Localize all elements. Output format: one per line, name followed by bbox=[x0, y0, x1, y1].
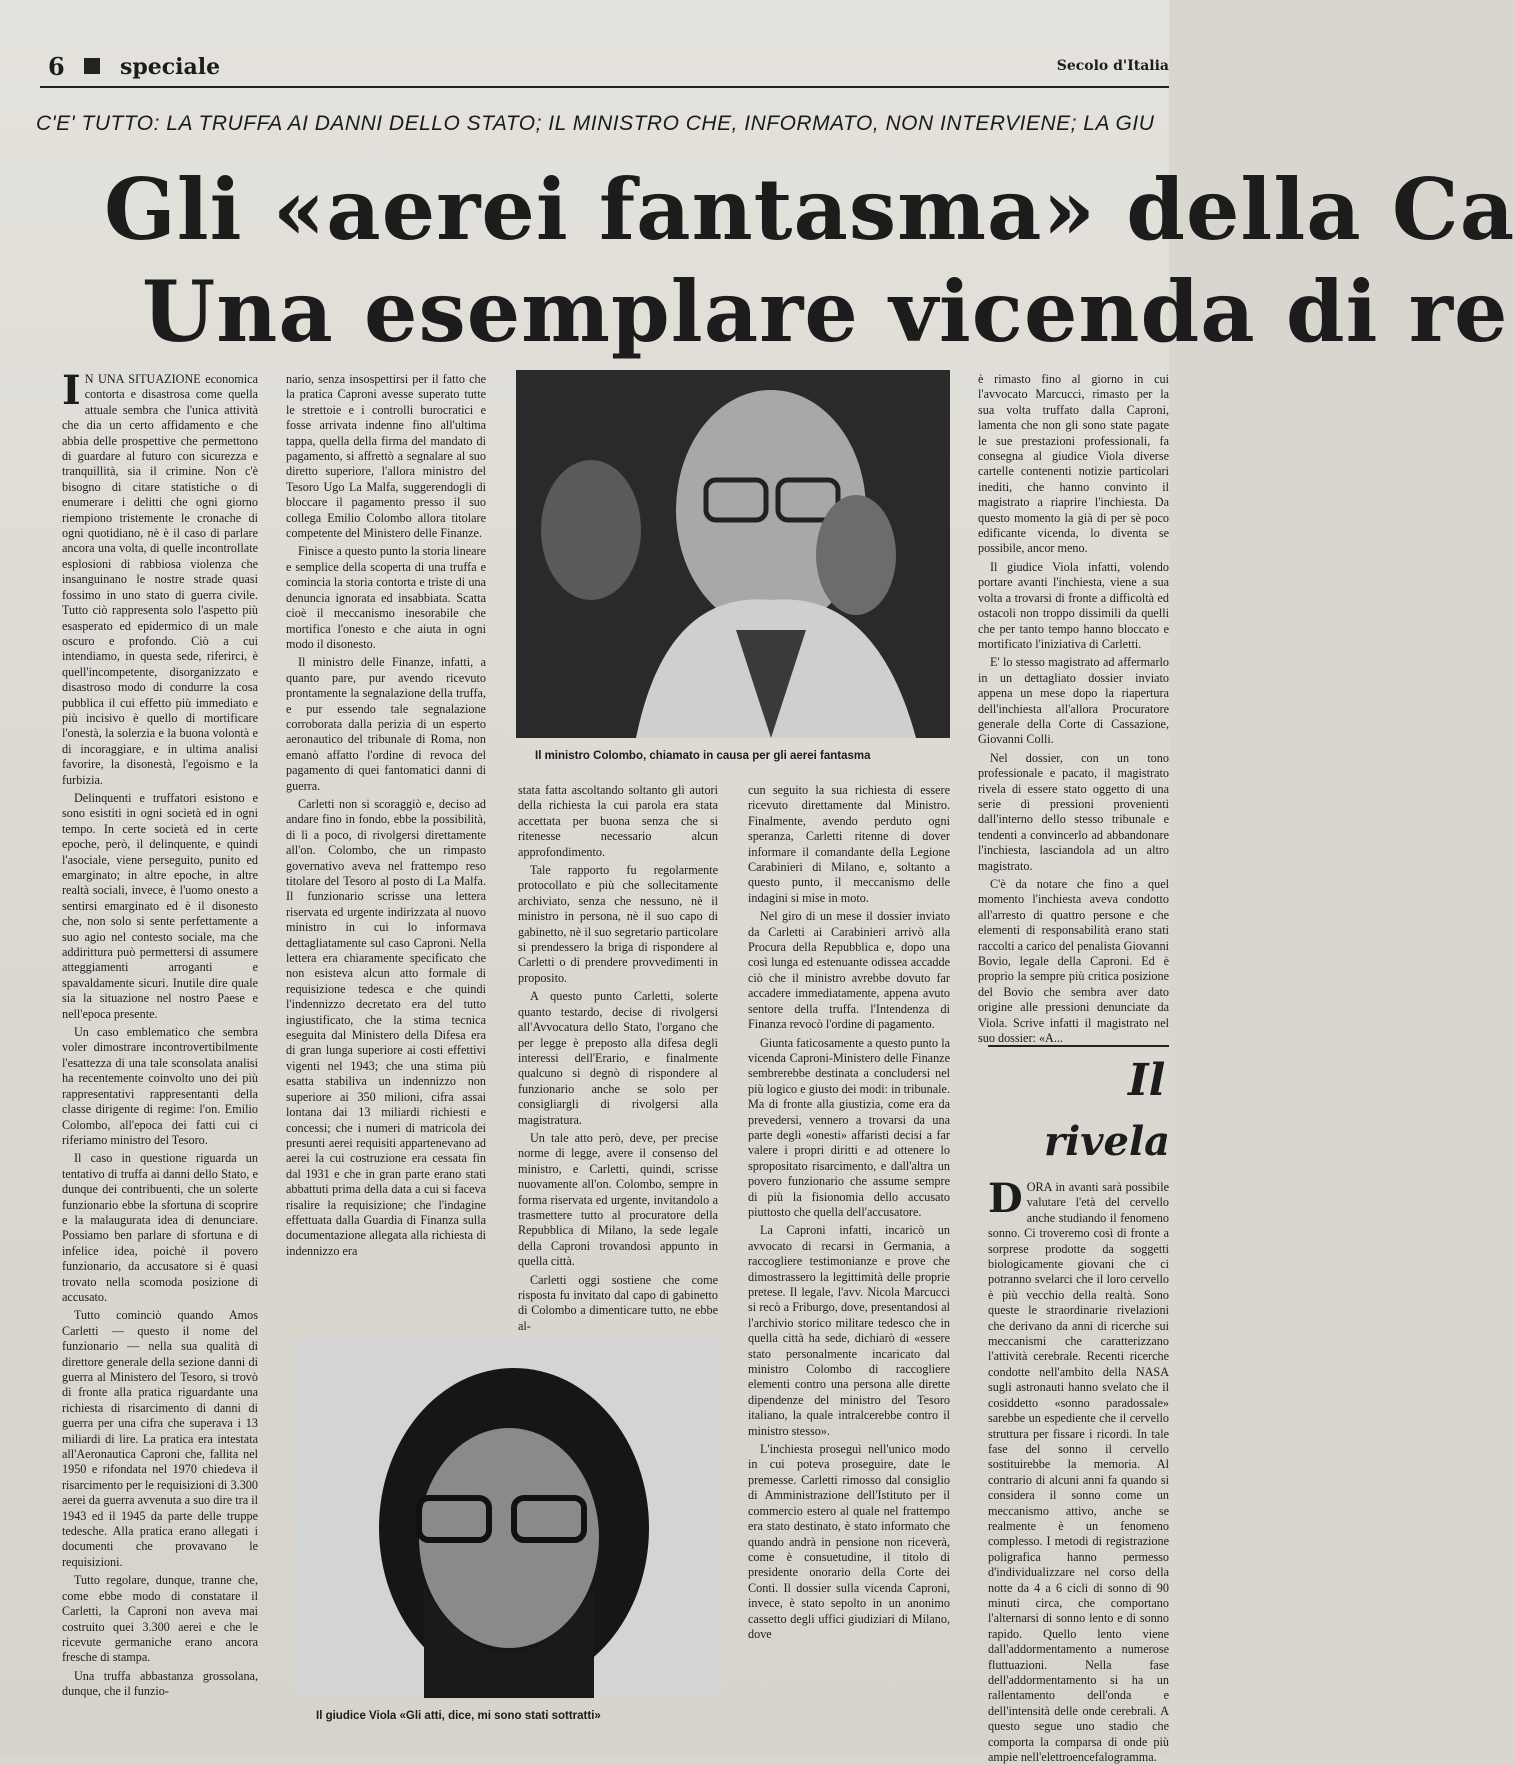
paragraph: Nel dossier, con un tono professionale e pacato, il magistrato rivela di essere stato oggetto di una serie di pressioni provenienti dall'interno dello stesso tribunale e tendenti a convincerlo ad abbandonare l'inchiesta, lasciandola ad un altro magistrato. bbox=[978, 750, 1169, 873]
paragraph: Giunta faticosamente a questo punto la vicenda Caproni-Ministero delle Finanze sembrerebbe destinata a concludersi nel più logico e giusto dei modi: in tribunale. Ma di fronte alla giustizia, come era da prevedersi, vennero a trovarsi da una parte degli «onesti» affaristi decisi a far valere i propri diritti e ad ottenere lo spropositato risarcimento, e dall'altra un povero funzionario che assume sempre di più la fisionomia dello accusato piuttosto che quella dell'accusatore. bbox=[748, 1035, 950, 1219]
publication-name: Secolo d'Italia bbox=[1056, 58, 1169, 74]
top-photo-caption: Il ministro Colombo, chiamato in causa per gli aerei fantasma bbox=[535, 750, 871, 762]
paragraph: Il caso in questione riguarda un tentativo di truffa ai danni dello Stato, e dunque dei contribuenti, che un solerte funzionario ebbe la sfortuna di scoprire e la malaugurata idea di denunciare. Possiamo ben parlare di sfortuna e di infelice idea, poichè il povero funzionario, da accusatore si è quasi trovato nella scomoda posizione di accusato. bbox=[62, 1151, 258, 1304]
paragraph: Tutto cominciò quando Amos Carletti — questo il nome del funzionario — nella sua qualità di direttore generale della sezione danni di guerra al Ministero del Tesoro, si trovò di fronte alla pratica riguardante una richiesta di risarcimento di danni di guerra per una cifra che superava i 13 miliardi di lire. La pratica era intestata all'Aeronautica Caproni che, fallita nel 1950 e rifondata nel 1970 chiedeva il risarcimento per le requisizioni di 3.300 aerei da guerra avvenuta a suo dire tra il 1943 ed il 1945 da parte delle truppe tedesche. Alla pratica erano allegati i documenti che provavano le requisizioni. bbox=[62, 1308, 258, 1569]
paragraph: stata fatta ascoltando soltanto gli autori della richiesta la cui parola era stata accettata per buona senza che si ritenesse necessario alcun approfondimento. bbox=[518, 783, 718, 859]
paragraph: nario, senza insospettirsi per il fatto che la pratica Caproni avesse superato tutte le strettoie e i controlli burocratici e fosse arrivata indenne fino all'ultima tappa, quella della firma del mandato di pagamento, si affrettò a segnalare al suo diretto superiore, l'allora ministro del Tesoro Ugo La Malfa, suggerendogli di bloccare il pagamento presso il suo collega Emilio Colombo allora titolare competente del Ministero delle Finanze. bbox=[286, 372, 486, 541]
paragraph: Tutto regolare, dunque, tranne che, come ebbe modo di constatare il Carletti, la Caproni non aveva mai costruito quei 3.300 aerei e che le ricevute germaniche erano ancora fresche di stampa. bbox=[62, 1573, 258, 1665]
section-name: speciale bbox=[120, 54, 221, 80]
paragraph: C'è da notare che fino a quel momento l'inchiesta aveva condotto all'arresto di quattro persone e che elementi di responsabilità erano stati raccolti a carico del penalista Giovanni Bovio, legale della Caproni. Ed è proprio la sempre più critica posizione del Bovio che sembra aver dato origine alle pressioni denunciate da Viola. Scrive infatti il magistrato nel suo dossier: «A... bbox=[978, 877, 1169, 1046]
kicker: C'E' TUTTO: LA TRUFFA AI DANNI DELLO STATO; IL MINISTRO CHE, INFORMATO, NON INTERVIENE; LA GIU bbox=[36, 112, 1155, 135]
paragraph: L'inchiesta proseguì nell'unico modo in cui poteva proseguire, date le premesse. Carletti rimosso dal consiglio di Amministrazione dell'Istituto per il commercio estero al quale nel frattempo era stato destinato, è stato informato che quando andrà in pensione non riceverà, come è consuetudine, il titolo di presidente onorario della Corte dei Conti. Il dossier sulla vicenda Caproni, invece, è stato sepolto in un anonimo cassetto degli uffici giudiziari di Milano, dove bbox=[748, 1442, 950, 1641]
paragraph: cun seguito la sua richiesta di essere ricevuto direttamente dal Ministro. Finalmente, avendo perduto ogni speranza, Carletti ritenne di dover informare il comandante della Legione Carabinieri di Milano, e, soltanto a questo punto, il meccanismo delle indagini si mise in moto. bbox=[748, 783, 950, 905]
article-column-2 bbox=[286, 372, 486, 1337]
paragraph: Il ministro delle Finanze, infatti, a quanto pare, pur avendo ricevuto prontamente la segnalazione della truffa, e pur essendo tale segnalazione corroborata dalla perizia di un esperto aeronautico del tribunale di Roma, non emanò affatto l'ordine di revoca del pagamento di quei fantomatici danni di guerra. bbox=[286, 655, 486, 793]
paragraph: Delinquenti e truffatori esistono e sono esistiti in ogni società ed in ogni tempo. In certe società ed in certe epoche, però, il delinquente, e quindi l'asociale, viene perseguito, punito ed emarginato; in altre epoche, in altre realtà sociali, invece, è l'uomo onesto a sentirsi emarginato ed è il disonesto che, non solo si sente perfettamente a suo agio nel contesto sociale, ma che addirittura può permettersi di assumere atteggiamenti arroganti e spavaldamente sicuri. Inutile dire quale sia la situazione nel nostro Paese e nell'epoca presente. bbox=[62, 790, 258, 1021]
section-square-icon bbox=[84, 58, 100, 74]
paragraph: La Caproni infatti, incaricò un avvocato di recarsi in Germania, a raccogliere testimonianze e prove che dimostrassero la legittimità delle proprie pretese. Il legale, l'avv. Nicola Marcucci si recò a Friburgo, dove, presentandosi al l'archivio storico militare tedesco che in quella città ha sede, dichiarò di «essere stato personalmente incaricato dal ministro Colombo di raccogliere elementi contro una persona alle dirette dipendenze del ministro del Tesoro italiano, la quale intralcerebbe contro il ministro stesso». bbox=[748, 1223, 950, 1438]
headline-line-1: Gli «aerei fantasma» della Ca bbox=[104, 160, 1515, 259]
section-divider bbox=[988, 1045, 1169, 1047]
page-number: 6 bbox=[48, 52, 65, 81]
article-column-4 bbox=[748, 783, 950, 1743]
paragraph: A questo punto Carletti, solerte quanto testardo, decise di rivolgersi all'Avvocatura dello Stato, l'organo che per legge è preposto alla difesa degli interessi dell'Erario, e finalmente qualcuno si degnò di rispondere al funzionario anche se solo per consigliargli di rivolgersi alla magistratura. bbox=[518, 989, 718, 1127]
paragraph: ORA in avanti sarà possibile valutare l'età del cervello anche studiando il fenomeno sonno. Ci troveremo così di fronte a sorprese prodotte da soggetti biologicamente giovani che ci potranno svelarci che il loro cervello è più vecchio della realtà. Sono queste le straordinarie rivelazioni che derivano da anni di ricerche sui meccanismi che caratterizzano l'attività cerebrale. Recenti ricerche condotte nell'ambito della NASA sugli astronauti hanno svelato che il cosiddetto «sonno paradossale» sarebbe un espediente che il cervello struttura per fissare i ricordi. In tale fase del sonno il cervello sostituirebbe la memoria. Al contrario di alcuni anni fa quando si considera il sonno come un meccanismo attivo, anche se realmente è un fenomeno complesso. I metodi di registrazione poligrafica hanno permesso d'individualizzare nel corso della notte da 4 a 6 cicli di sonno di 90 minuti circa, che comportano l'alternarsi di sonno lento e di sonno rapido. Quello lento viene dall'addormentamento a numerose fluttuazioni. Nella fase dell'addormentamento si ha un rallentamento dell'onda e dell'intensità delle onde cerebrali. A questo segue uno stadio che comporta la comparsa di onde più ampie nell'elettroencefalogramma. bbox=[988, 1180, 1169, 1765]
article-column-3 bbox=[518, 783, 718, 1333]
drop-cap: I bbox=[62, 367, 81, 414]
lower-article-headline-1: Il bbox=[1128, 1055, 1166, 1106]
paragraph: N UNA SITUAZIONE economica contorta e disastrosa come quella attuale sembra che l'unica attività che dia un certo affidamento e che abbia delle prospettive che permettono di guardare al futuro con sicurezza e tranquillità, sia il crimine. Non c'è bisogno di citare statistiche o di enumerare i delitti che ogni giorno riempiono tristemente le cronache di ogni quotidiano, nè è il caso di parlare ancora una volta, di quelle incontrollate esplosioni di rabbiosa violenza che insanguinano le nostre strade quasi fossimo in uno stato di guerra civile. Tutto ciò rappresenta solo l'aspetto più esasperato ed epidermico di un male oscuro e profondo. Ciò a cui intendiamo, in questa sede, riferirci, è quell'incompetente, disorganizzato e disastroso modo di condurre la cosa pubblica il cui effetto più immediato e più incisivo è quello di mortificare l'onestà, la solerzia e la buona volontà e di incoraggiare, e in ultima analisi favorire, la disonestà, l'egoismo e la furbizia. bbox=[62, 372, 258, 787]
paragraph: Carletti non si scoraggiò e, deciso ad andare fino in fondo, ebbe la possibilità, di lì a poco, di rivolgersi direttamente all'on. Colombo, che un rimpasto governativo aveva nel frattempo reso titolare del Tesoro al posto di La Malfa. Il funzionario scrisse una lettera riservata ed urgente indirizzata al nuovo ministro in cui lo informava dettagliatamente sul caso Caproni. Nella lettera era chiaramente specificato che non esisteva alcun atto formale di requisizione tedesca e che quindi l'indennizzo decretato era del tutto ingiustificato, che la stima tecnica eseguita dal Ministero della Difesa era di gran lunga superiore ai costi effettivi vigenti nel 1943; che una stima più esatta stabiliva un indennizzo non superiore ai 350 milioni, cifra assai lontana dai 13 miliardi richiesti e concessi; che i numeri di matricola dei presunti aerei requisiti appartenevano ad aerei la cui costruzione era cessata fin dal 1931 e che in gran parte erano stati abbattuti prima della data a cui si faceva risalire la requisizione; che l'indagine effettuata dalla Guardia di Finanza sulla documentazione allegata alla richiesta di indennizzo era bbox=[286, 796, 486, 1258]
page-header bbox=[40, 48, 1169, 88]
header-rule bbox=[40, 86, 1169, 88]
headline-line-2: Una esemplare vicenda di re bbox=[142, 262, 1509, 361]
article-column-1 bbox=[62, 367, 258, 1717]
portrait-figure bbox=[294, 1338, 722, 1698]
paragraph: Carletti oggi sostiene che come risposta fu invitato dal capo di gabinetto di Colombo a dimenticare tutto, ne ebbe al- bbox=[518, 1272, 718, 1333]
paragraph: Un tale atto però, deve, per precise norme di legge, avere il consenso del ministro, e Carletti, quindi, scrisse nuovamente all'on. Colombo, sempre in forma riservata ed urgente, invitandolo a trasmettere tutto al procuratore della Repubblica di Milano, la sede legale della Caproni trovandosi appunto in quella città. bbox=[518, 1130, 718, 1269]
paragraph: Finisce a questo punto la storia lineare e semplice della scoperta di una truffa e comincia la storia contorta e tristе di una denuncia ignorata ed insabbiata. Scatta cioè il meccanismo inesorabile che mortifica l'onesto e che aiuta in ogni modo il disonesto. bbox=[286, 544, 486, 651]
article-column-5 bbox=[978, 372, 1169, 1046]
paragraph: E' lo stesso magistrato ad affermarlo in un dettagliato dossier inviato appena un mese dopo la riapertura dell'inchiesta all'allora Procuratore generale della Corte di Cassazione, Giovanni Colli. bbox=[978, 655, 1169, 747]
photo-minister-colombo bbox=[516, 370, 950, 738]
photo-judge-viola bbox=[294, 1338, 722, 1698]
paragraph: Tale rapporto fu regolarmente protocollato e più che sollecitamente archiviato, senza che nessuno, nè il ministro in persona, nè il suo capo di gabinetto, nè il suo segretario particolare si prendessero la briga di rispondere al Carletti o di prendere provvedimenti in proposito. bbox=[518, 863, 718, 985]
lower-article-headline-2: rivela bbox=[1044, 1118, 1171, 1165]
portrait-figure bbox=[516, 370, 950, 738]
paragraph: è rimasto fino al giorno in cui l'avvocato Marcucci, rimasto per la sua volta truffato dalla Caproni, lamenta che non gli sono state pagate le sue prestazioni professionali, fa consegna al giudice Viola diverse cartelle contenenti notizie particolari inediti, che hanno convinto il magistrato a riaprire l'inchiesta. Da questo momento la già di per sè poco edificante vicenda, lo diventa se possibile, ancor meno. bbox=[978, 372, 1169, 556]
paragraph: Un caso emblematico che sembra voler dimostrare incontrovertibilmente l'esattezza di una tale sconsolata analisi ha recentemente coinvolto uno dei più rappresentativi rappresentanti della classe dirigente di regime: l'on. Emilio Colombo, all'epoca dei fatti cui ci riferiamo ministro del Tesoro. bbox=[62, 1025, 258, 1147]
paragraph: Una truffa abbastanza grossolana, dunque, che il funzio- bbox=[62, 1668, 258, 1699]
paragraph: Nel giro di un mese il dossier inviato da Carletti ai Carabinieri arrivò alla Procura della Repubblica e, dopo una così lunga ed estenuante odissea accadde ciò che il ministro avrebbe dovuto far accadere immediatamente, appena avuto sentore della truffa. l'Intendenza di Finanza revocò l'ordine di pagamento. bbox=[748, 909, 950, 1032]
paragraph: Il giudice Viola infatti, volendo portare avanti l'inchiesta, viene a sua volta a trovarsi di fronte a difficoltà ed ostacoli non troppo dissimili da quelli che per tanto tempo hanno bloccato e mortificato l'iniziativa di Carletti. bbox=[978, 559, 1169, 651]
lower-article-column bbox=[988, 1175, 1169, 1765]
bottom-photo-caption: Il giudice Viola «Gli atti, dice, mi sono stati sottratti» bbox=[316, 1710, 601, 1722]
drop-cap: D bbox=[988, 1175, 1023, 1222]
